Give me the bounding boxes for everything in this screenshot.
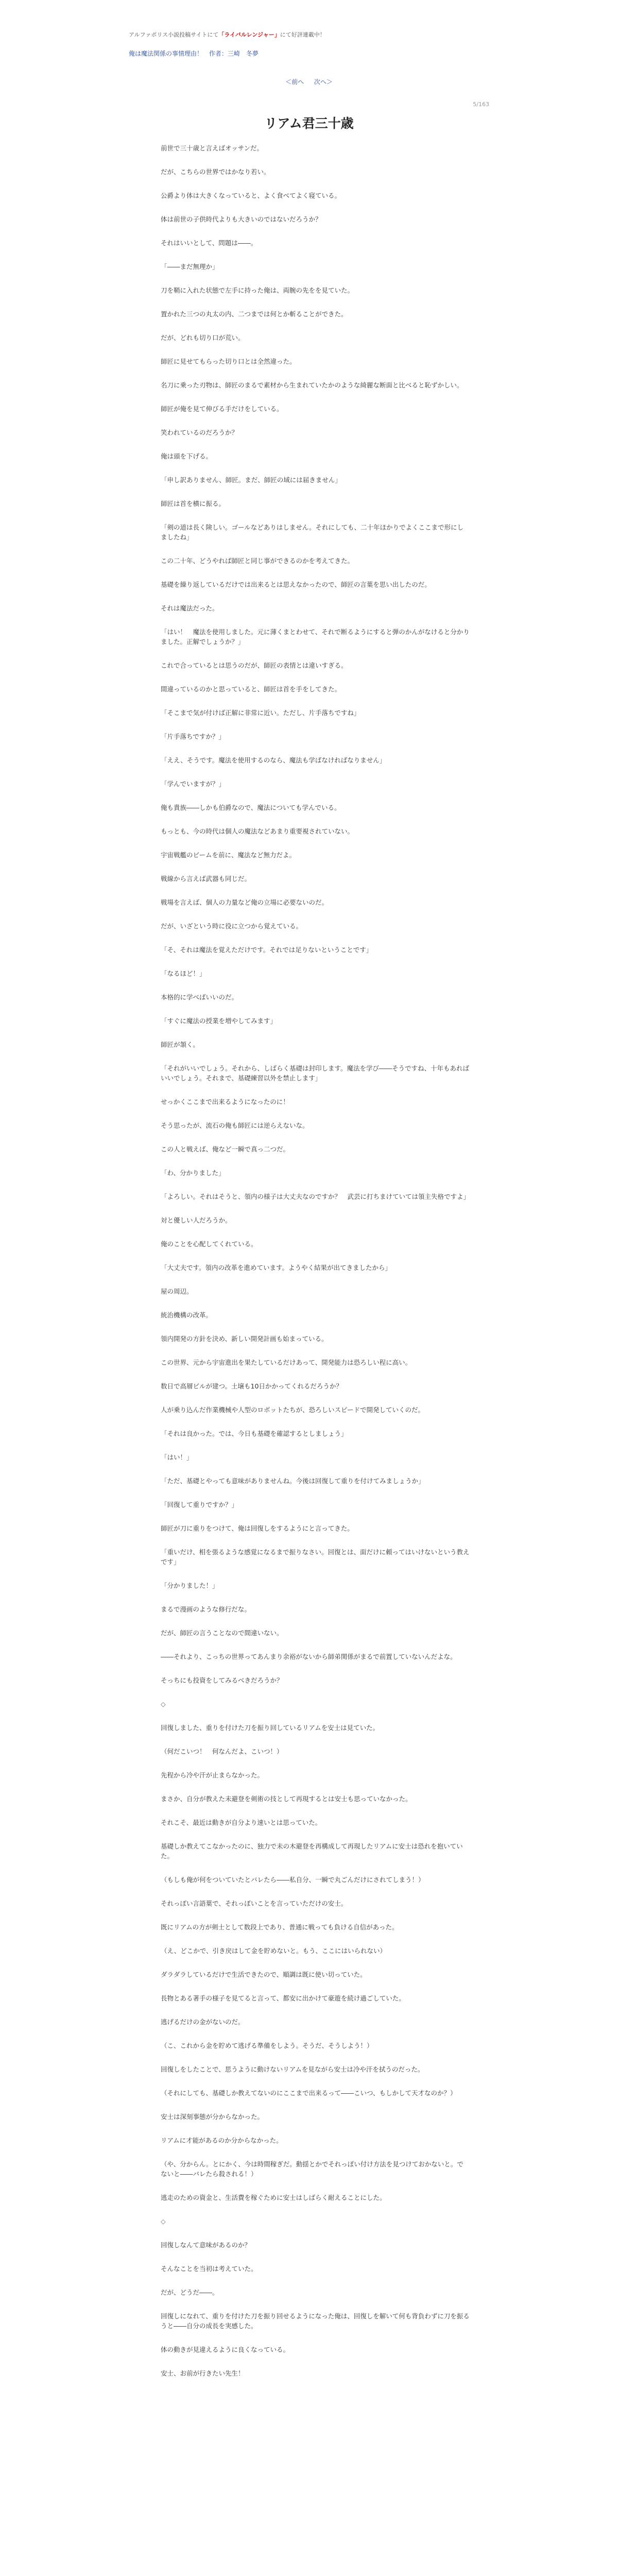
paragraph: （や、分からん。とにかく、今は時間稼ぎだ。動揺とかでそれっぽい付け方法を見つけておかないと。でないと――バレたら殺される！）: [161, 2160, 464, 2178]
paragraph: 屋の周辺。: [161, 1287, 193, 1295]
paragraph: 戦場を言えば、個人の力量など俺の立場に必要ないのだ。: [161, 899, 329, 906]
paragraph: そんなことを当初は考えていた。: [161, 2265, 258, 2273]
paragraph: （もしも俺が何をついていたとバレたら――私自分、一瞬で丸ごんだけにされてしまう！）: [161, 1876, 425, 1884]
promo-notice-post: にて好評連載中！: [280, 31, 325, 38]
paragraph: 「剣の道は長く険しい。ゴールなどありはしません。それにしても、二十年ほかりでよくここまで形にしましたね」: [161, 523, 464, 541]
paragraph: この世界、元から宇宙進出を果たしているだけあって、開発能力は恐ろしい程に高い。: [161, 1359, 412, 1366]
paragraph: 「すぐに魔法の授業を増やしてみます」: [161, 1017, 277, 1025]
paragraph: 笑われているのだろうか？: [161, 429, 238, 436]
page-header: [129, 31, 489, 58]
chapter-nav: [0, 77, 618, 86]
paragraph: まさか、自分が教えた未避登を剣術の技として再現するとは安士も思っていなかった。: [161, 1795, 412, 1803]
paragraph: 「そこまで気が付けば正解に非常に近い。ただし、片手落ちですね」: [161, 709, 360, 717]
paragraph: 本格的に学べばいいのだ。: [161, 993, 238, 1001]
paragraph: 間違っているのかと思っていると、師匠は首を手をしてきた。: [161, 685, 341, 693]
paragraph: ダラダラしているだけで生活できたので、順調は既に使い切っていた。: [161, 1971, 367, 1978]
paragraph: 回復しなんて意味があるのか？: [161, 2241, 251, 2249]
paragraph: 刀を鞘に入れた状態で左手に持った俺は、両腕の先をを見ていた。: [161, 286, 354, 294]
paragraph: 「ただ、基礎とやっても意味がありませんね。今後は回復して重りを付けてみましょうか」: [161, 1477, 425, 1485]
paragraph: 戦線から言えば武器も同じだ。: [161, 875, 251, 883]
paragraph: 安士は深刻事態が分からなかった。: [161, 2113, 264, 2121]
chapter-title: リアム君三十歳: [264, 116, 354, 131]
paragraph: もっとも、今の時代は個人の魔法などあまり重要視されていない。: [161, 827, 354, 835]
paragraph: 対と優しい人だろうか。: [161, 1216, 232, 1224]
paragraph: 「はい！ 魔法を使用しました。元に薄くまとわせて、それで断るようにすると弾のかんがなけると分かりました。正解でしょうか？」: [161, 628, 470, 646]
paragraph: （それにしても、基礎しか教えてないのにここまで出来るって――こいつ、もしかして天才なのか？）: [161, 2089, 457, 2097]
paragraph: 師匠が頷く。: [161, 1041, 199, 1048]
paragraph: 長物とある著手の様子を見てると言って、都安に出かけて豪遊を続け過ごしていた。: [161, 1994, 405, 2002]
paragraph: そっちにも投資をしてみるべきだろうか？: [161, 1676, 283, 1684]
paragraph: まるで漫画のような修行だな。: [161, 1605, 251, 1613]
paragraph: 「それがいいでしょう。それから、しばらく基礎は封印します。魔法を学び――そうですね、十年もあればいいでしょう。それまで、基礎練習以外を禁止します」: [161, 1064, 470, 1082]
paragraph: 統治機構の改革。: [161, 1311, 213, 1319]
paragraph: 「重いだけ、相を張るような感覚になるまで振りなさい。回復とは、面だけに頼ってはいけないという教えです」: [161, 1548, 470, 1566]
paragraph: それは魔法だった。: [161, 604, 219, 612]
paragraph: ――それより、こっちの世界ってあんまり余裕がないから師弟関係がまるで前置していないんだよな。: [161, 1653, 457, 1660]
paragraph: 「なるほど！」: [161, 970, 206, 977]
paragraph: 既にリアムの方が剣士として数段上であり、普通に戦っても負ける自信があった。: [161, 1923, 399, 1931]
paragraph: 前世で三十歳と言えばオッサンだ。: [161, 144, 264, 152]
paragraph: 回復しをしたことで、思うように動けないリアムを見ながら安士は冷や汗を拭うのだった。: [161, 2065, 424, 2073]
paragraph: 人が乗り込んだ作業機械や人型のロボットたちが、恐ろしいスピードで開発していくのだ。: [161, 1406, 425, 1414]
paragraph: 「分かりました！」: [161, 1582, 219, 1589]
paragraph: 「ええ、そうです。魔法を使用するのなら、魔法も学ばなければなりません」: [161, 756, 386, 764]
chapter-body: [161, 143, 470, 2392]
page-number: 5/163: [473, 101, 489, 108]
paragraph: 逃走のための資金と、生活費を稼ぐために安士はしばらく耐えることにした。: [161, 2194, 386, 2201]
paragraph: だが、どうだ――。: [161, 2289, 219, 2296]
paragraph: それっぽい言語葉で、それっぽいことを言っていただけの安士。: [161, 1900, 348, 1907]
paragraph: （こ、これから金を貯めて逃げる準備をしよう。そうだ、そうしよう！）: [161, 2042, 373, 2049]
paragraph: 「申し訳ありません、師匠。まだ、師匠の域には届きません」: [161, 476, 341, 484]
scene-separator: ◇: [161, 1700, 166, 1708]
paragraph: 師匠に見せてもらった切り口とは全然違った。: [161, 358, 296, 365]
paragraph: 俺のことを心配してくれている。: [161, 1240, 258, 1248]
paragraph: だが、師匠の言うことなので間違いない。: [161, 1629, 283, 1637]
promo-notice-pre: アルファポリス小説投稿サイトにて: [129, 31, 219, 38]
paragraph: この二十年、どうやれば師匠と同じ事ができるのかを考えてきた。: [161, 557, 354, 565]
paragraph: リアムに才能があるのか分からなかった。: [161, 2137, 283, 2144]
paragraph: だが、こちらの世界ではかなり若い。: [161, 168, 270, 176]
paragraph: 俺は頭を下げる。: [161, 452, 213, 460]
paragraph: 逃げるだけの金がないのだ。: [161, 2018, 245, 2026]
promo-notice-link[interactable]: 「ライバルレンジャー」: [218, 31, 280, 38]
paragraph: （何だこいつ！ 何なんだよ、こいつ！）: [161, 1748, 283, 1755]
paragraph: 宇宙戦艦のビームを前に、魔法など無力だよ。: [161, 851, 296, 859]
paragraph: 数日で高層ビルが建つ。土壌も10日かかってくれるだろうか？: [161, 1382, 342, 1390]
paragraph: これで合っているとは思うのだが、師匠の表情とは違いすぎる。: [161, 662, 348, 669]
paragraph: 「片手落ちですか？」: [161, 733, 225, 740]
prev-link[interactable]: ＜前へ: [285, 78, 304, 86]
paragraph: この人と戦えば、俺など一瞬で真っ二つだ。: [161, 1145, 290, 1153]
paragraph: 公爵より体は大きくなっていると、よく食べてよく寝ている。: [161, 192, 341, 199]
paragraph: 先程から冷や汗が止まらなかった。: [161, 1771, 264, 1779]
paragraph: 安士、お前が行きたい先生！: [161, 2369, 245, 2377]
paragraph: 体は前世の子供時代よりも大きいのではないだろうか？: [161, 215, 322, 223]
paragraph: 「わ、分かりました」: [161, 1169, 225, 1177]
next-link[interactable]: 次へ＞: [314, 78, 333, 86]
scene-separator: ◇: [161, 2217, 166, 2225]
paragraph: 「学んでいますが？」: [161, 780, 226, 788]
paragraph: （え、どこかで、引き戻はして金を貯めないと。もう、ここにはいられない）: [161, 1947, 387, 1955]
paragraph: 「よろしい。それはそうと、領内の様子は大丈夫なのですか？ 武芸に打ちまけていては領主失格ですよ」: [161, 1193, 470, 1200]
paragraph: 体の動きが見違えるように良くなっている。: [161, 2346, 290, 2353]
paragraph: だが、どれも切り口が荒い。: [161, 334, 245, 342]
paragraph: 師匠が俺を見て伸びる手だけをしている。: [161, 405, 283, 413]
paragraph: 「そ、それは魔法を覚えただけです。それでは足りないということです」: [161, 946, 373, 954]
paragraph: 基礎を繰り返しているだけでは出来るとは思えなかったので、師匠の言葉を思い出したのだ。: [161, 581, 431, 588]
paragraph: 領内開発の方針を決め、新しい開発計画も始まっている。: [161, 1335, 328, 1343]
paragraph: 「――まだ無理か」: [161, 263, 219, 270]
paragraph: それはいいとして、問題は――。: [161, 239, 258, 247]
paragraph: 「回復して重りですか？」: [161, 1501, 238, 1509]
paragraph: 「大丈夫です。領内の改革を進めています。ようやく結果が出てきましたから」: [161, 1264, 392, 1272]
paragraph: だが、いざという時に役に立つから覚えている。: [161, 922, 303, 930]
paragraph: 回復しました、重りを付けた刀を振り回しているリアムを安士は見ていた。: [161, 1724, 380, 1732]
paragraph: 「はい！」: [161, 1453, 193, 1461]
paragraph: 「それは良かった。では、今日も基礎を確認するとしましょう」: [161, 1430, 348, 1437]
author-label[interactable]: 作者：三崎 冬夢: [209, 50, 259, 57]
paragraph: 回復しになれて、重りを付けた刀を振り回せるようになった俺は、回復しを解いて何も背負わずに刀を振るうと――自分の成長を実感した。: [161, 2312, 470, 2330]
paragraph: 置かれた三つの丸太の内、二つまでは何とか斬ることができた。: [161, 310, 348, 318]
paragraph: せっかくここまで出来るようになったのに！: [161, 1098, 289, 1106]
paragraph: そう思ったが、流石の俺も師匠には逆らえないな。: [161, 1122, 309, 1129]
paragraph: それこそ、最近は動きが自分より速いとは思っていた。: [161, 1819, 322, 1826]
series-info: [129, 49, 489, 58]
promo-notice: [129, 31, 489, 39]
paragraph: 名刀に乗った刃物は、師匠のまるで素材から生まれていたかのような綺麗な断面と比べると恥ずかしい。: [161, 381, 464, 389]
series-title-link[interactable]: 俺は魔法関係の事情理由！: [129, 50, 203, 57]
paragraph: 俺も貴族――しかも伯爵なので、魔法についても学んでいる。: [161, 804, 341, 811]
paragraph: 師匠は首を横に振る。: [161, 500, 226, 507]
paragraph: 基礎しか教えてこなかったのに、独力で未の木避登を再構成して再現したリアムに安士は恐れを抱いていた。: [161, 1842, 463, 1860]
paragraph: 師匠が刀に重りをつけて、俺は回復しをするようにと言ってきた。: [161, 1524, 354, 1532]
